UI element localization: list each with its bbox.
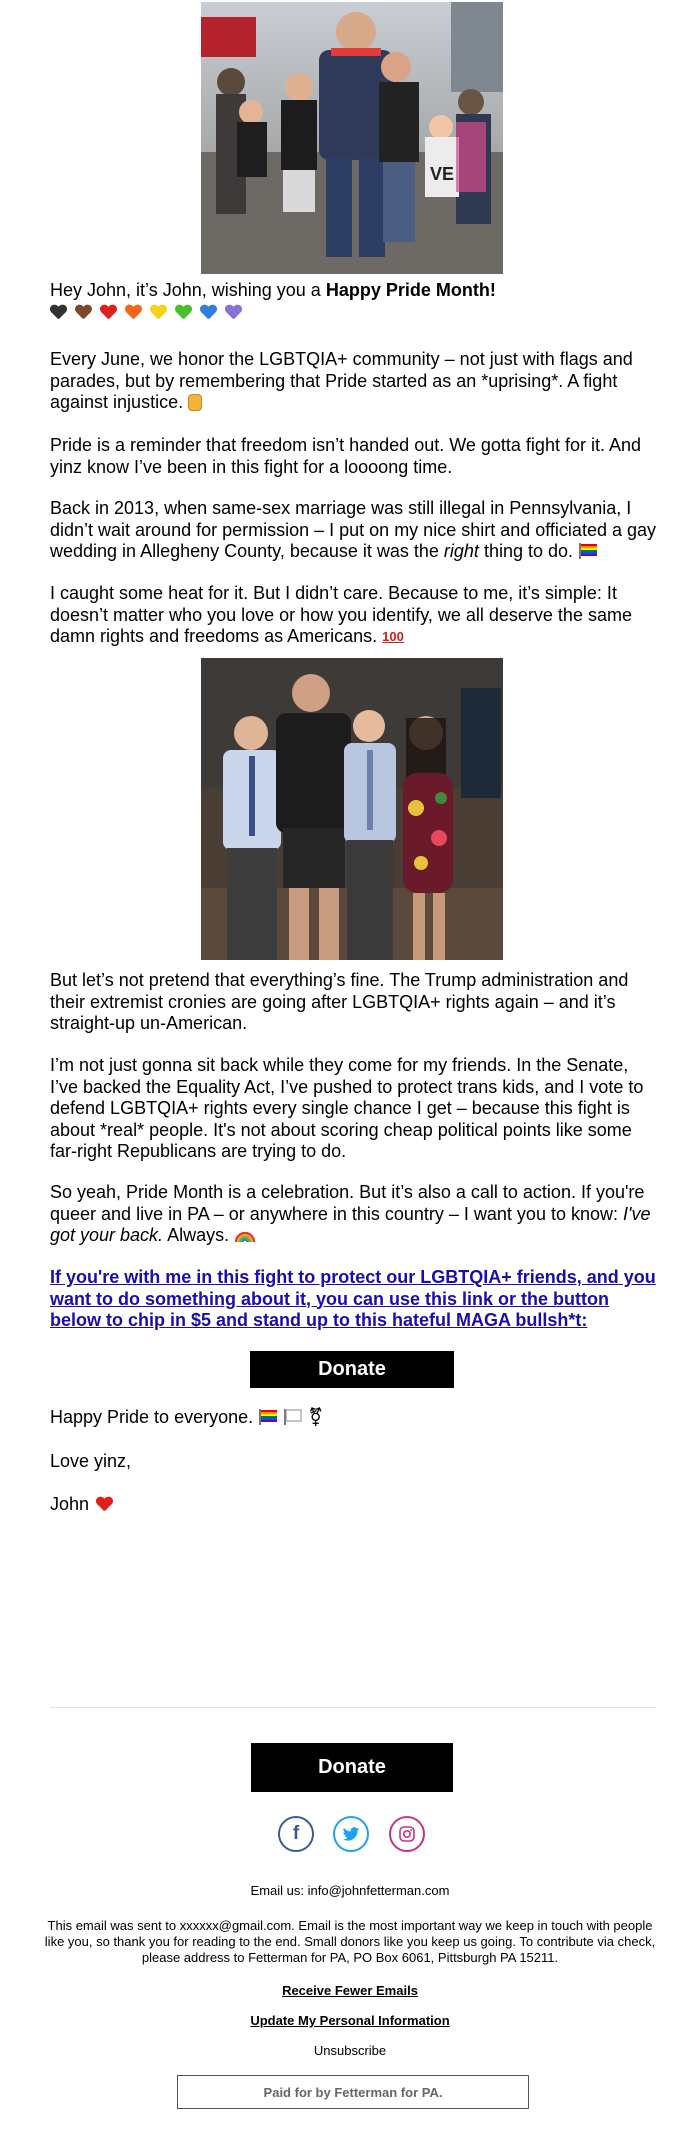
raised-fist-icon: [188, 394, 202, 411]
rainbow-flag-icon: [578, 543, 598, 559]
pride-parade-photo: [201, 2, 503, 274]
paragraph-celebration-text: So yeah, Pride Month is a celebration. But it’s also a call to action. If you're queer and live in PA – or anywhere in this country – I want you to know:: [50, 1182, 645, 1224]
donate-button-label: Donate: [318, 1358, 386, 1380]
paid-for-disclaimer: Paid for by Fetterman for PA.: [177, 2075, 529, 2109]
paragraph-celebration: [50, 1182, 656, 1247]
paragraph-freedom: Pride is a reminder that freedom isn’t handed out. We gotta fight for it. And yinz know I’ve been in this fight for a loooong time.: [50, 435, 641, 477]
signature: [50, 1494, 656, 1516]
footer-donate-label: Donate: [318, 1756, 386, 1778]
red-heart-icon: [100, 305, 117, 320]
signature-name: John: [50, 1494, 90, 1514]
paragraph-2013-emphasis: right: [443, 541, 479, 561]
update-personal-info-link[interactable]: Update My Personal Information: [250, 2013, 450, 2028]
closing-pride: [50, 1407, 656, 1429]
footer-email: Email us: info@johnfetterman.com: [250, 1883, 450, 1898]
paragraph-2013-end: thing to do.: [478, 541, 574, 561]
paragraph-heat: [50, 583, 656, 648]
hundred-points-icon: 100: [382, 629, 404, 644]
rainbow-flag-icon: [258, 1409, 278, 1425]
greeting: [50, 280, 656, 324]
paragraph-june-text: Every June, we honor the LGBTQIA+ community – not just with flags and parades, but by remembering that Pride started as an *uprising*. A fight against injustice.: [50, 349, 633, 412]
transgender-symbol-icon: ⚧: [308, 1407, 324, 1427]
donate-cta-link[interactable]: If you're with me in this fight to protect our LGBTQIA+ friends, and you want to do something about it, you can use this link or the button below to chip in $5 and stand up to this hateful MAGA bullsh*t:: [50, 1267, 656, 1330]
paragraph-senate: I’m not just gonna sit back while they come for my friends. In the Senate, I’ve backed the Equality Act, I’ve pushed to protect trans kids, and I vote to defend LGBTQIA+ rights every single chance I get – because this fight is about *real* people. It's not about scoring cheap political points like some far-right Republicans are trying to do.: [50, 1055, 644, 1161]
blue-heart-icon: [200, 305, 217, 320]
paragraph-2013: [50, 498, 656, 563]
paragraph-celebration-end: Always.: [163, 1225, 230, 1245]
instagram-link[interactable]: [389, 1816, 425, 1852]
green-heart-icon: [175, 305, 192, 320]
facebook-icon: f: [292, 1823, 300, 1844]
donate-button[interactable]: [250, 1351, 454, 1388]
orange-heart-icon: [125, 305, 142, 320]
rainbow-hearts: [50, 302, 245, 324]
white-flag-icon: [283, 1409, 303, 1425]
black-heart-icon: [50, 305, 67, 320]
footer-divider: [50, 1707, 656, 1708]
closing-pride-text: Happy Pride to everyone.: [50, 1407, 254, 1427]
paragraph-june: [50, 349, 656, 414]
paragraph-2013-text: Back in 2013, when same-sex marriage was still illegal in Pennsylvania, I didn’t wait around for permission – I put on my nice shirt and officiated a gay wedding in Allegheny County, because it was the: [50, 498, 656, 561]
greeting-bold: Happy Pride Month!: [325, 280, 496, 300]
footer-donate-button[interactable]: [251, 1743, 453, 1792]
brown-heart-icon: [75, 305, 92, 320]
greeting-text: Hey John, it’s John, wishing you a: [50, 280, 326, 300]
rainbow-icon: [234, 1228, 256, 1242]
paragraph-celebration-emphasis: I've got your back.: [50, 1203, 651, 1245]
facebook-link[interactable]: [278, 1816, 314, 1852]
closing-love: Love yinz,: [50, 1451, 132, 1471]
twitter-icon: [342, 1827, 360, 1842]
unsubscribe-link[interactable]: Unsubscribe: [313, 2043, 387, 2058]
wedding-group-photo: [201, 658, 503, 960]
purple-heart-icon: [225, 305, 242, 320]
instagram-icon: [399, 1826, 415, 1842]
footer-disclaimer: This email was sent to xxxxxx@gmail.com. Email is the most important way we keep in touch with people like you, so thank you for reading to the end. Small donors like you keep us going. To contribute via check, please address to Fetterman for PA, PO Box 6061, Pittsburgh PA 15211.: [44, 1918, 656, 1965]
yellow-heart-icon: [150, 305, 167, 320]
red-heart-icon: [96, 1497, 113, 1512]
paragraph-heat-text: I caught some heat for it. But I didn’t care. Because to me, it’s simple: It doesn’t matter who you love or how you identify, we all deserve the same damn rights and freedoms as Americans.: [50, 583, 632, 646]
svg-text:VE: VE: [429, 164, 455, 184]
paragraph-trump: But let’s not pretend that everything’s fine. The Trump administration and their extremist cronies are going after LGBTQIA+ rights again – and it’s straight-up un-American.: [50, 970, 629, 1033]
receive-fewer-emails-link[interactable]: Receive Fewer Emails: [282, 1983, 418, 1998]
twitter-link[interactable]: [333, 1816, 369, 1852]
